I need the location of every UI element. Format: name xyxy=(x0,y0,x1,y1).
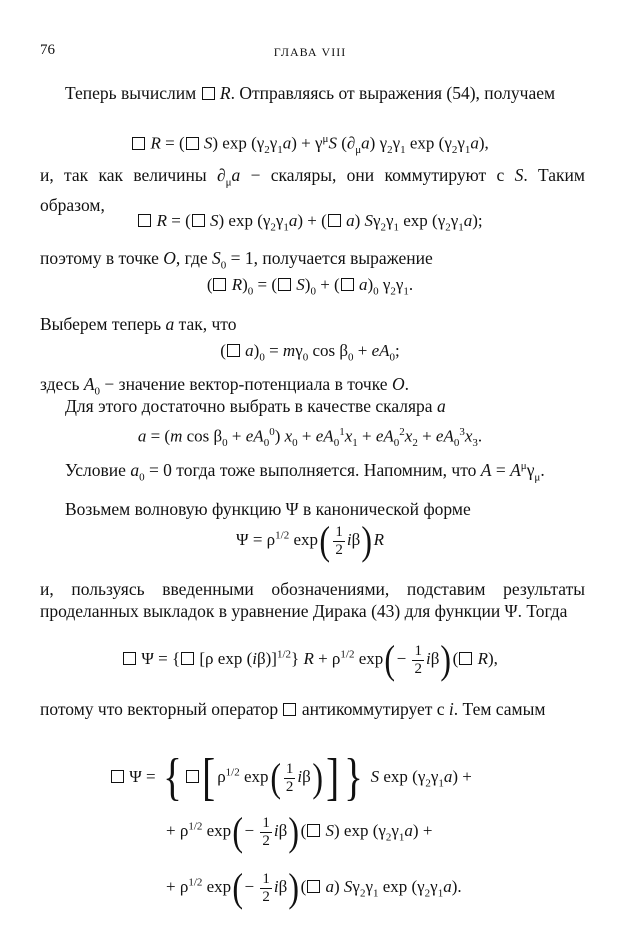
equation-5: a = (m $\cos \beta_0 + eA_0^0$) $x_0 + eA_0^1x_1 + eA_0^2x_2 + eA_0^3x_3$. xyxy=(137,426,483,450)
paragraph-1: Теперь вычислим R. Отправляясь от выражения (54), получаем xyxy=(65,83,556,103)
equation-2: R = ( S) $\exp (\gamma_2\gamma_1a)$ + ( a) $S\gamma_2\gamma_1$ $\exp (\gamma_2\gamma_1a)$; xyxy=(0,210,620,238)
paragraph-9: и, пользуясь введенными обозначениями, подставим результаты проделанных выкладок в уравнение Дирака (43) для функции Ψ. Тогда xyxy=(40,579,585,621)
paragraph-7: Условие $a_0 = 0$ тогда тоже выполняется. Напомним, что $A = A^\mu\gamma_\mu$. xyxy=(65,459,545,484)
paragraph-8: Возьмем волновую функцию Ψ в канонической форме xyxy=(65,499,471,519)
paragraph-3: поэтому в точке O, где $S_0 = 1$, получается выражение xyxy=(40,248,433,272)
equation-3: ( $R)_0$ = ( $S)_0$ + ( $a)_0$ $\gamma_2\gamma_1$. xyxy=(206,275,414,298)
equation-7: Ψ = { [ρ exp (iβ)]$^{1/2}$} $R + \rho^{1/2}$ exp(− $\frac{1}{2}$ iβ)( R), xyxy=(0,640,620,680)
equation-1: R = ( S) $\exp (\gamma_2\gamma_1a) + \gamma^\mu S$ $(\partial_\mu a)$ $\gamma_2\gamma_1$ $\exp (\gamma_2\gamma_1a)$, xyxy=(0,128,620,161)
equation-4: ( $a)_0 = m\gamma_0$ $\cos \beta_0 + eA_0$; xyxy=(220,341,400,364)
chapter-header: ГЛАВА VIII xyxy=(273,45,347,59)
equation-8-line-2: + $\rho^{1/2}$ exp(− $\frac{1}{2}$ iβ)( S) $\exp (\gamma_2\gamma_1a)$ + xyxy=(166,809,433,854)
equation-8-line-1: Ψ = { [ $\rho^{1/2}$ exp( $\frac{1}{2}$ iβ)] } S $\exp (\gamma_2\gamma_1a)$ + xyxy=(110,752,472,804)
paragraph-10: потому что векторный оператор антикоммутирует с i. Тем самым xyxy=(40,699,546,719)
page-number: 76 xyxy=(40,42,55,58)
paragraph-5: здесь $A_0$ − значение вектор-потенциала в точке O. xyxy=(40,374,409,398)
dalembert-box-icon xyxy=(202,87,215,100)
paragraph-4: Выберем теперь a так, что xyxy=(40,314,237,334)
paragraph-6: Для этого достаточно выбрать в качестве скаляра a xyxy=(65,396,446,416)
paragraph-2: и, так как величины $\partial_\mu a$ − скаляры, они коммутируют с S. Таким образом, xyxy=(40,165,585,215)
equation-8-line-3: + $\rho^{1/2}$ exp(− $\frac{1}{2}$ iβ)( a) $S\gamma_2\gamma_1$ $\exp (\gamma_2\gamma_1a)$. xyxy=(166,865,462,910)
equation-6: $\Psi = \rho^{1/2}$ exp( $\frac{1}{2}$ iβ)R xyxy=(236,518,384,563)
dalembert-box-icon xyxy=(132,137,145,150)
